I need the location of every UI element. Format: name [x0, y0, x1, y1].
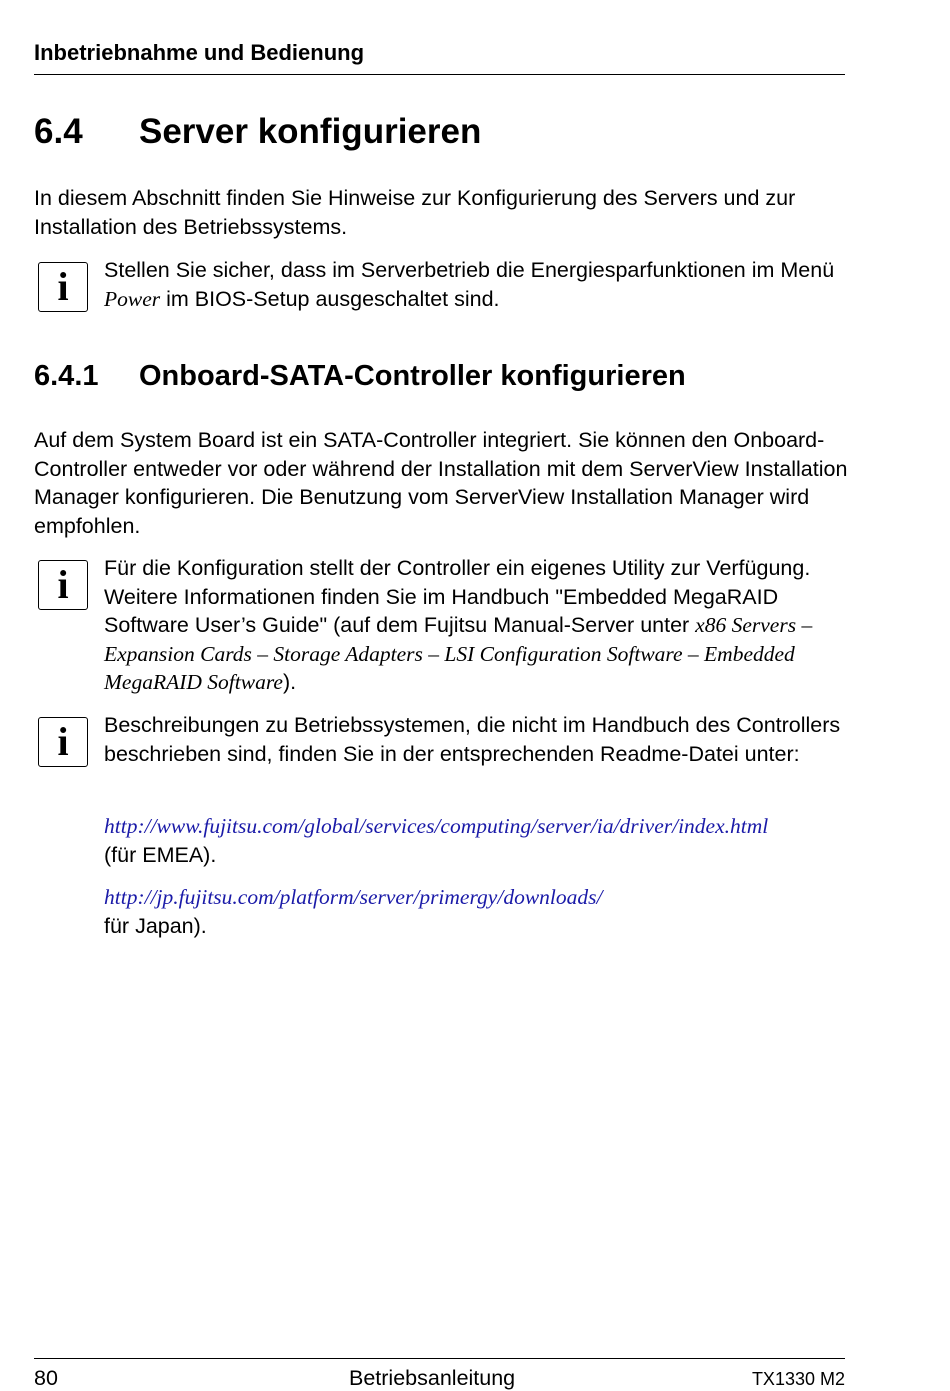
page-number: 80: [34, 1366, 58, 1390]
section-title: Server konfigurieren: [139, 112, 482, 151]
footer-divider: [34, 1358, 845, 1359]
utility-note: Für die Konfiguration stellt der Controller ein eigenes Utility zur Verfügung. Weitere Informationen finden Sie im Handbuch "Embedded MegaRAID Software User’s Guide" (auf dem Fujitsu Manual-Server unter x86 Servers – Expansion Cards – Storage Adapters – LSI Configuration Software – Embedded MegaRAID Software).: [104, 556, 813, 694]
power-note: Stellen Sie sicher, dass im Serverbetrieb die Energiesparfunktionen im Menü Power im BIOS-Setup ausgeschaltet sind.: [104, 258, 835, 311]
menu-name: Power: [104, 286, 161, 311]
section-heading: [34, 112, 481, 152]
header-title: Inbetriebnahme und Bedienung: [34, 40, 365, 65]
footer-document-title: Betriebsanleitung: [349, 1366, 516, 1390]
info-icon: i: [38, 717, 88, 767]
japan-downloads-link[interactable]: http://jp.fujitsu.com/platform/server/primergy/downloads/: [104, 885, 603, 909]
info-icon: i: [38, 262, 88, 312]
section-number: 6.4: [34, 112, 83, 151]
subsection-number: 6.4.1: [34, 360, 99, 392]
link-block-emea: http://www.fujitsu.com/global/services/computing/server/ia/driver/index.html (für EMEA).: [104, 814, 769, 867]
footer-product-name: TX1330 M2: [751, 1369, 845, 1389]
emea-driver-link[interactable]: http://www.fujitsu.com/global/services/computing/server/ia/driver/index.html: [104, 814, 769, 838]
manual-path: x86 Servers – Expansion Cards – Storage Adapters – LSI Configuration Software – Embedded MegaRAID Software: [104, 613, 813, 694]
section-intro: In diesem Abschnitt finden Sie Hinweise zur Konfigurierung des Servers und zur Installation des Betriebssystems.: [34, 186, 796, 239]
subsection-heading: [34, 360, 686, 393]
subsection-title: Onboard-SATA-Controller konfigurieren: [139, 360, 686, 392]
link-block-japan: http://jp.fujitsu.com/platform/server/primergy/downloads/ für Japan).: [104, 885, 603, 938]
header-divider: [34, 74, 845, 75]
readme-note: Beschreibungen zu Betriebssystemen, die nicht im Handbuch des Controllers beschrieben sind, finden Sie in der entsprechenden Readme-Datei unter:: [104, 713, 841, 766]
subsection-body: Auf dem System Board ist ein SATA-Controller integriert. Sie können den Onboard-Controller entweder vor oder während der Installation mit dem ServerView Installation Manager konfigurieren. Die Benutzung vom ServerView Installation Manager wird empfohlen.: [34, 428, 848, 538]
info-icon: i: [38, 560, 88, 610]
